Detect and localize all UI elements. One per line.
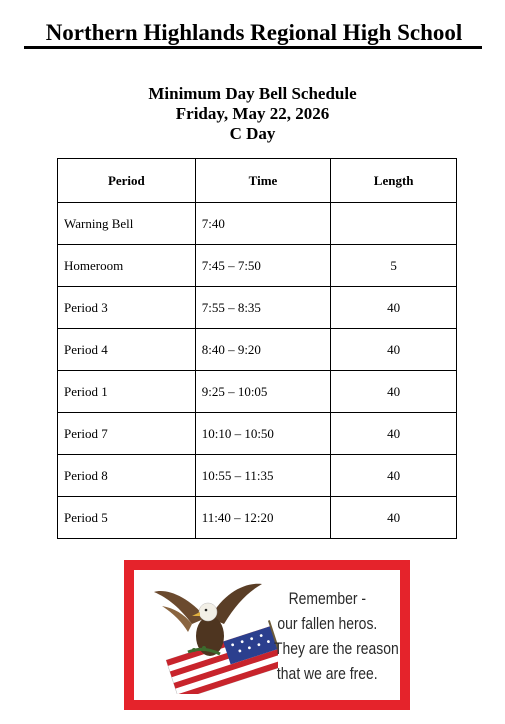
cell-time: 7:45 – 7:50 [195,245,331,287]
table-row [58,455,457,497]
cell-length: 5 [331,245,457,287]
cell-period: Period 7 [58,413,196,455]
cell-length: 40 [331,455,457,497]
table-row [58,371,457,413]
table-row [58,413,457,455]
cell-time: 10:55 – 11:35 [195,455,331,497]
memorial-line: our fallen heros. [277,614,378,633]
column-header-period: Period [58,159,196,203]
table-row [58,329,457,371]
schedule-title: Minimum Day Bell Schedule [148,84,357,103]
eagle-flag-illustration [148,578,278,694]
cell-period: Period 3 [58,287,196,329]
table-row [58,203,457,245]
memorial-line: They are the reason [274,639,399,658]
cell-period: Period 8 [58,455,196,497]
cell-length [331,203,457,245]
cell-length: 40 [331,413,457,455]
cell-time: 8:40 – 9:20 [195,329,331,371]
memorial-banner-panel [134,570,400,700]
column-header-length: Length [331,159,457,203]
cell-time: 10:10 – 10:50 [195,413,331,455]
cell-length: 40 [331,371,457,413]
memorial-line: Remember - [288,589,367,608]
cell-length: 40 [331,287,457,329]
cell-period: Warning Bell [58,203,196,245]
cell-length: 40 [331,497,457,539]
schedule-date: Friday, May 22, 2026 [175,104,330,123]
cell-time: 9:25 – 10:05 [195,371,331,413]
table-row [58,497,457,539]
cell-period: Period 1 [58,371,196,413]
table-row [58,287,457,329]
cell-period: Period 5 [58,497,196,539]
memorial-line: that we are free. [276,664,378,683]
title-underline [24,46,482,49]
cell-period: Homeroom [58,245,196,287]
cell-time: 11:40 – 12:20 [195,497,331,539]
cell-period: Period 4 [58,329,196,371]
bell-schedule-table [57,158,457,539]
cell-length: 40 [331,329,457,371]
memorial-message [274,586,399,686]
cell-time: 7:40 [195,203,331,245]
table-header-row [58,159,457,203]
column-header-time: Time [195,159,331,203]
cell-time: 7:55 – 8:35 [195,287,331,329]
table-row [58,245,457,287]
memorial-banner [124,560,410,710]
school-name: Northern Highlands Regional High School [45,20,463,45]
day-type: C Day [229,124,276,143]
